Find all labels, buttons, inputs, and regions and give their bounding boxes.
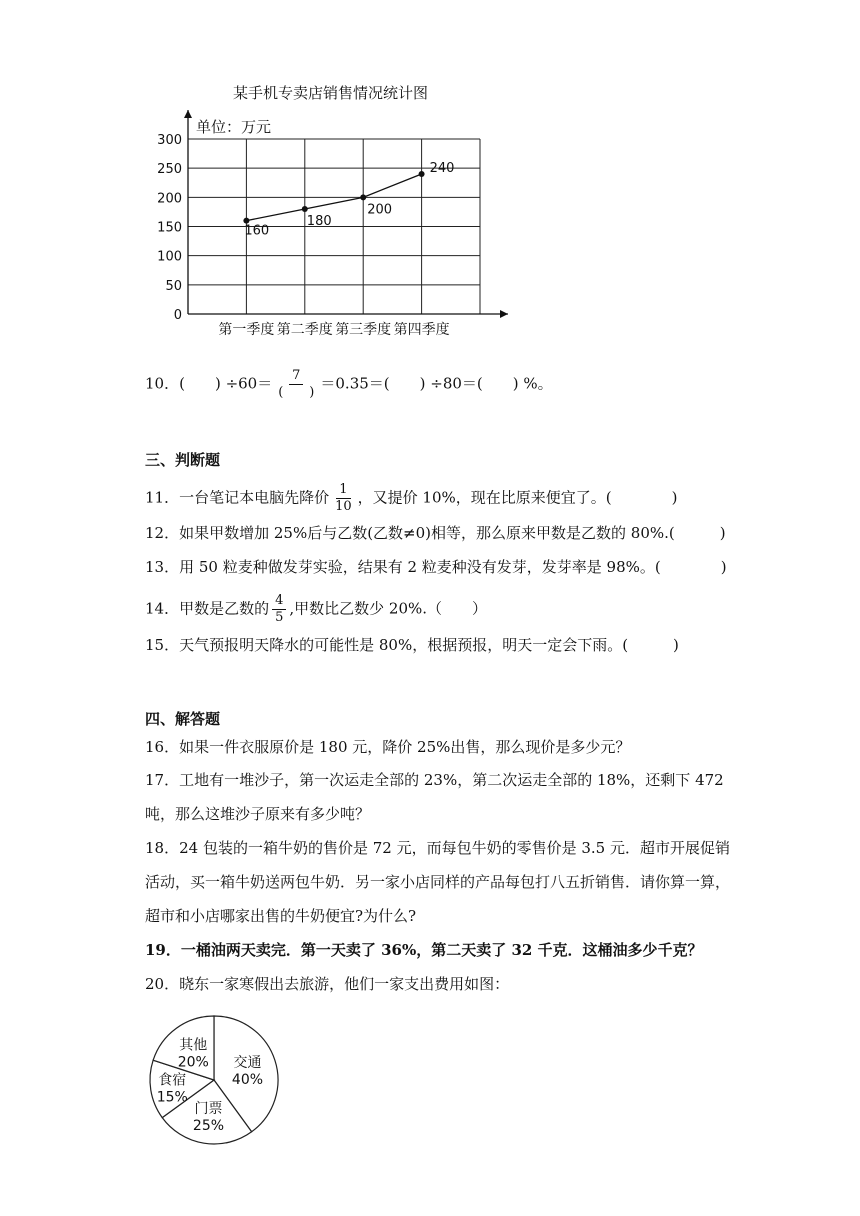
section-heading-judgement: 三、判断题 (145, 451, 221, 469)
pie-slice-percent: 40% (231, 1072, 264, 1089)
y-tick-label: 50 (165, 278, 182, 294)
data-label: 200 (367, 202, 393, 218)
y-tick-label: 200 (157, 191, 182, 207)
pie-slice-label: 门票 (194, 1100, 223, 1117)
x-tick-label: 第一季度 (218, 322, 275, 338)
pie-slice-label: 交通 (233, 1055, 262, 1072)
question-13: 13．用 50 粒麦种做发芽实验，结果有 2 粒麦种没有发芽，发芽率是 98%。( ) (145, 558, 727, 576)
data-point (302, 206, 308, 212)
x-axis-arrow (500, 310, 508, 318)
data-label: 160 (244, 223, 270, 239)
y-tick-label: 250 (157, 162, 182, 178)
fraction-denominator: 10 (335, 499, 352, 514)
fraction-numerator: 4 (272, 593, 286, 610)
question-19: 19．一桶油两天卖完．第一天卖了 36%，第二天卖了 32 千克．这桶油多少千克？ (145, 941, 703, 959)
question-text: ＝0.35＝( ) ÷80＝( ) %。 (320, 374, 553, 393)
pie-slice-label: 食宿 (158, 1072, 187, 1089)
x-tick-label: 第二季度 (276, 322, 333, 338)
fraction-numerator: 7 (289, 368, 303, 385)
question-17-line2: 吨，那么这堆沙子原来有多少吨？ (145, 805, 371, 823)
data-point (360, 194, 366, 200)
question-text: 11．一台笔记本电脑先降价 (145, 488, 330, 507)
question-11 (145, 482, 677, 515)
pie-slice-percent: 15% (156, 1089, 188, 1106)
y-tick-label: 150 (157, 220, 182, 236)
question-text: 14．甲数是乙数的 (145, 599, 270, 618)
question-text: ,甲数比乙数少 20%.（ ） (289, 599, 488, 618)
question-18-line3: 超市和小店哪家出售的牛奶便宜?为什么? (145, 907, 417, 925)
fraction-denominator: 5 (275, 610, 284, 625)
chart-series (243, 161, 454, 239)
fraction (332, 482, 355, 515)
question-10 (145, 368, 553, 401)
chart-axes (184, 110, 508, 318)
question-16: 16．如果一件衣服原价是 180 元，降价 25%出售，那么现价是多少元？ (145, 738, 631, 756)
question-12: 12．如果甲数增加 25%后与乙数(乙数≠0)相等，那么原来甲数是乙数的 80%.( ) (145, 524, 726, 542)
question-14 (145, 593, 487, 626)
data-label: 180 (306, 214, 332, 229)
y-axis-unit-label: 单位：万元 (196, 118, 272, 136)
pie-chart (144, 1010, 284, 1150)
data-label: 240 (429, 161, 455, 176)
x-tick-label: 第三季度 (335, 322, 392, 338)
fraction (272, 593, 286, 626)
question-text: ( ) ÷60＝ (179, 374, 273, 393)
question-text: ，又提价 10%，现在比原来便宜了。( ) (357, 488, 678, 507)
y-tick-label: 0 (173, 308, 182, 323)
question-20: 20．晓东一家寒假出去旅游，他们一家支出费用如图： (145, 975, 510, 993)
fraction-numerator: 1 (336, 482, 350, 499)
question-number: 10． (145, 374, 180, 393)
question-15: 15．天气预报明天降水的可能性是 80%，根据预报，明天一定会下雨。( ) (145, 636, 679, 654)
section-heading-answers: 四、解答题 (145, 710, 221, 728)
y-tick-label: 300 (157, 133, 182, 148)
question-17-line1: 17．工地有一堆沙子，第一次运走全部的 23%，第二次运走全部的 18%，还剩下 472 (145, 771, 724, 789)
question-18-line2: 活动，买一箱牛奶送两包牛奶．另一家小店同样的产品每包打八五折销售．请你算一算， (145, 873, 731, 891)
fraction (275, 368, 317, 401)
line-chart-title: 某手机专卖店销售情况统计图 (233, 84, 429, 102)
pie-slice-percent: 20% (177, 1054, 209, 1071)
x-tick-label: 第四季度 (393, 322, 450, 338)
y-tick-label: 100 (157, 249, 182, 265)
y-axis-arrow (184, 110, 192, 118)
fraction-denominator: ( ) (278, 385, 315, 400)
chart-tick-labels (157, 118, 449, 338)
question-18-line1: 18．24 包装的一箱牛奶的售价是 72 元，而每包牛奶的零售价是 3.5 元．超市开展促销 (145, 839, 730, 857)
pie-slice-label: 其他 (179, 1037, 208, 1054)
data-point (419, 171, 425, 177)
line-chart (150, 110, 530, 370)
pie-slice-percent: 25% (192, 1117, 225, 1134)
